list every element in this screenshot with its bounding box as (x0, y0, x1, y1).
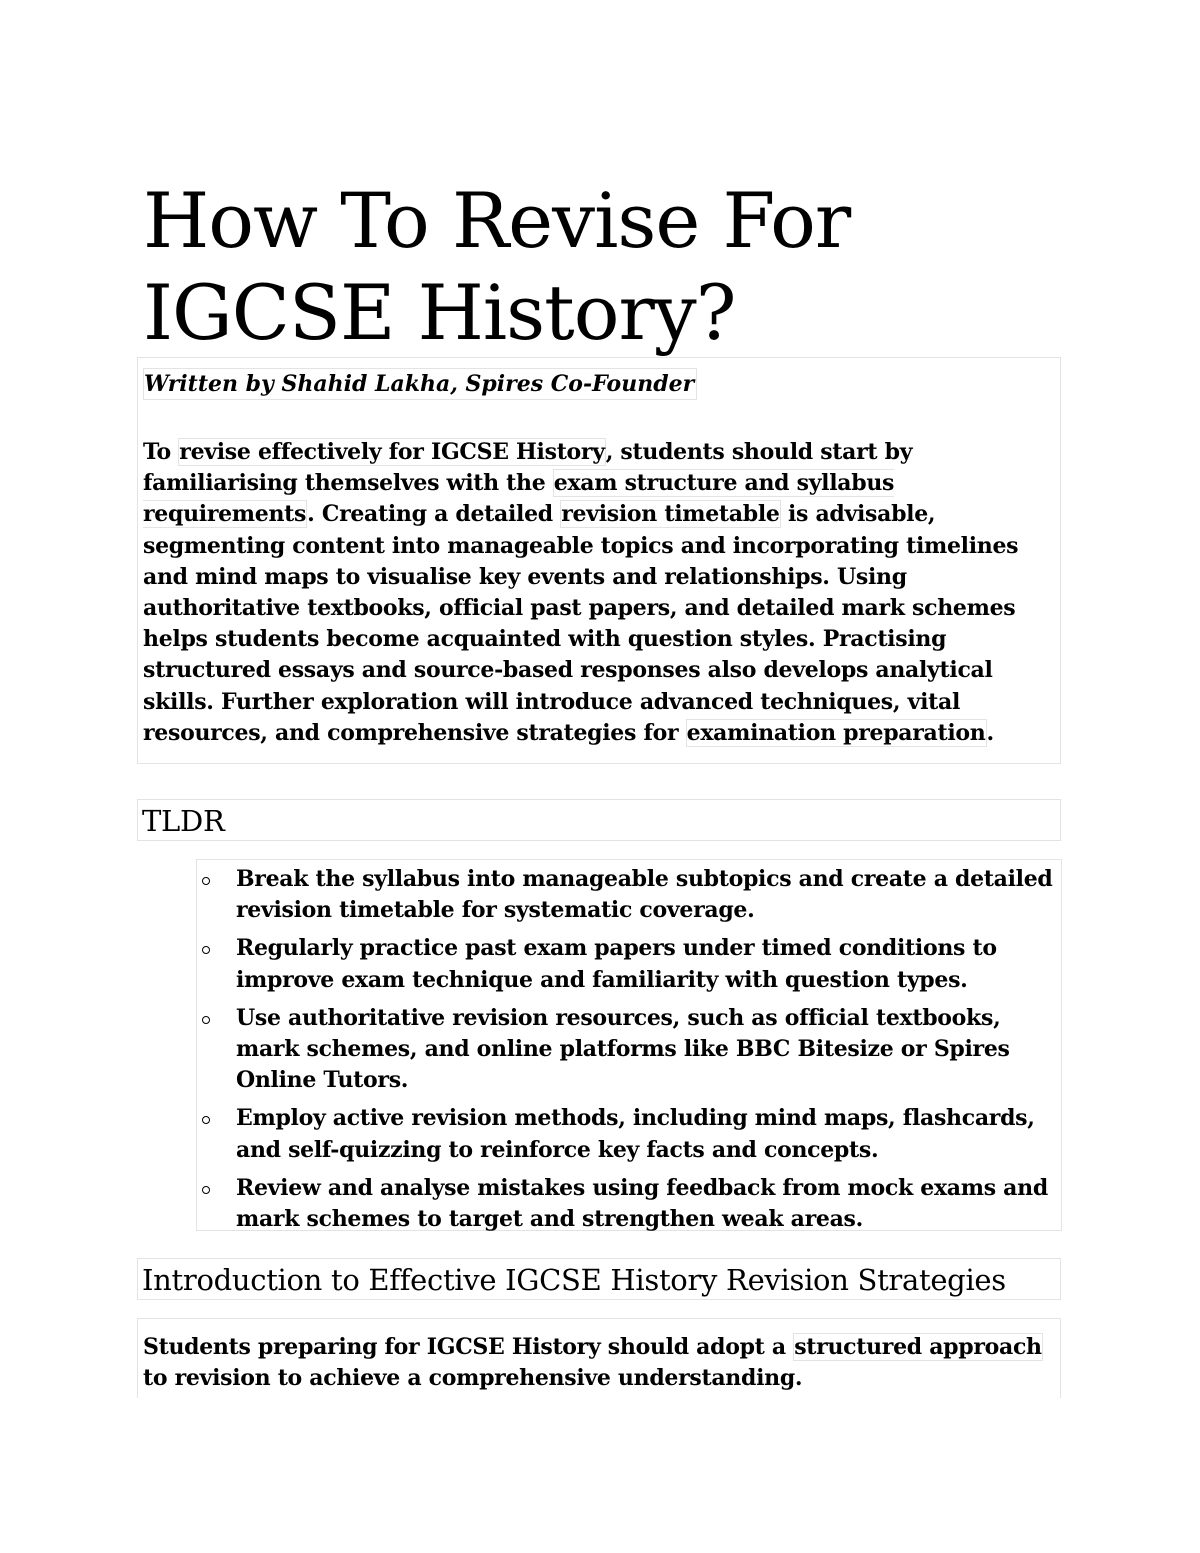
tldr-heading-box (137, 799, 1061, 841)
list-item (197, 864, 1055, 926)
list-item-text: Use authoritative revision resources, such as official textbooks, mark schemes, and online platforms like BBC Bitesize or Spires Online Tutors. (236, 1004, 1010, 1094)
list-item (197, 933, 1055, 995)
tldr-list-box (196, 859, 1062, 1231)
intro-highlight: exam structure and syllabus requirements (143, 470, 895, 528)
tldr-list (197, 864, 1055, 1235)
section-highlight: structured approach (794, 1334, 1042, 1360)
list-item (197, 1103, 1055, 1165)
bullet-circle-icon (202, 1186, 210, 1194)
intro-highlight: revision timetable (561, 501, 780, 528)
intro-section (137, 357, 1061, 764)
bullet-circle-icon (202, 877, 210, 885)
intro-text: , students should start by familiarising themselves with the (143, 439, 913, 497)
page-title: How To Revise For IGCSE History? (143, 176, 851, 357)
section-text: Students preparing for IGCSE History should adopt a (143, 1334, 794, 1360)
tldr-heading: TLDR (142, 804, 225, 838)
bullet-circle-icon (202, 1016, 210, 1024)
section-text: to revision to achieve a comprehensive understanding. (143, 1365, 803, 1392)
intro-highlight: examination preparation (686, 719, 986, 746)
list-item (197, 1173, 1055, 1235)
intro-paragraph (143, 437, 1056, 749)
list-item-text: Review and analyse mistakes using feedback from mock exams and mark schemes to target and strengthen weak areas. (236, 1174, 1048, 1233)
intro-text: . Creating a detailed (307, 501, 561, 528)
bullet-circle-icon (202, 946, 210, 954)
list-item-text: Break the syllabus into manageable subtopics and create a detailed revision timetable for systematic coverage. (236, 866, 1053, 924)
list-item-text: Employ active revision methods, including mind maps, flashcards, and self-quizzing to reinforce key facts and concepts. (236, 1105, 1035, 1163)
intro-highlight: revise effectively for IGCSE History (179, 439, 605, 465)
section-paragraph (143, 1332, 1056, 1394)
list-item-text: Regularly practice past exam papers under timed conditions to improve exam technique and familiarity with question types. (236, 935, 997, 993)
section-heading-box (137, 1258, 1061, 1300)
intro-text: To (143, 439, 179, 465)
intro-text: . (986, 719, 994, 746)
section-heading: Introduction to Effective IGCSE History Revision Strategies (142, 1263, 1006, 1297)
section-body (137, 1318, 1061, 1398)
list-item (197, 1003, 1055, 1097)
bullet-circle-icon (202, 1116, 210, 1124)
intro-text: is advisable, segmenting content into manageable topics and incorporating timelines and mind maps to visualise key events and relationships. Using authoritative textbooks, official past papers, and detailed mark schemes helps students become acquainted with question styles. Practising structured essays and source-based responses also develops analytical skills. Further exploration will introduce advanced techniques, vital resources, and comprehensive strategies for (143, 501, 1019, 746)
author-byline: Written by Shahid Lakha, Spires Co-Founder (143, 368, 697, 400)
